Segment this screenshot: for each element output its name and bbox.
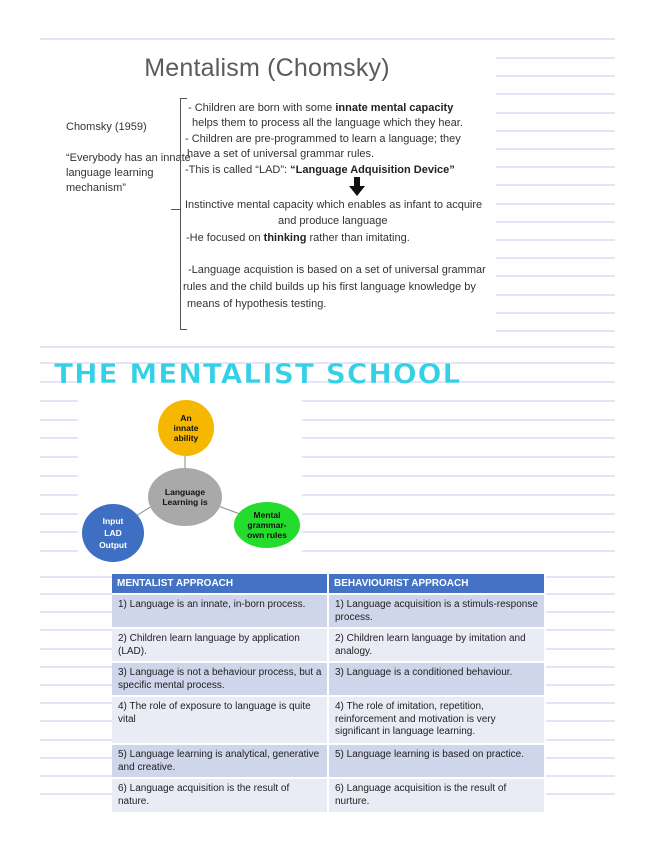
table-row <box>112 594 545 628</box>
point-line: -He focused on thinking rather than imitating. <box>186 232 410 244</box>
table-cell: 6) Language acquisition is the result of nature. <box>112 778 328 812</box>
table-row <box>112 662 545 696</box>
point-line: -Language acquistion is based on a set of universal grammar <box>188 264 486 276</box>
point-line: and produce language <box>278 215 388 227</box>
table-cell: 2) Children learn language by imitation and analogy. <box>328 628 545 662</box>
table-cell: 5) Language learning is analytical, generative and creative. <box>112 744 328 778</box>
table-cell: 1) Language is an innate, in-born process. <box>112 594 328 628</box>
column-header-mentalist: MENTALIST APPROACH <box>112 574 328 594</box>
table-cell: 1) Language acquisition is a stimuls-response process. <box>328 594 545 628</box>
point-line: helps them to process all the language which they hear. <box>192 117 463 129</box>
table-cell: 4) The role of imitation, repetition, reinforcement and motivation is very significant in language learning. <box>328 696 545 744</box>
point-line: Instinctive mental capacity which enables as infant to acquire <box>185 199 483 211</box>
table-header-row <box>112 574 545 594</box>
point-line: means of hypothesis testing. <box>187 298 327 310</box>
innate-ability-node: An innate ability <box>158 400 214 456</box>
down-arrow-icon <box>349 177 365 197</box>
table-row <box>112 628 545 662</box>
table-cell: 3) Language is a conditioned behaviour. <box>328 662 545 696</box>
table-cell: 6) Language acquisition is the result of nurture. <box>328 778 545 812</box>
mental-grammar-node: Mental grammar- own rules <box>234 502 300 548</box>
table-row <box>112 778 545 812</box>
point-line: - Children are born with some innate mental capacity <box>188 102 454 114</box>
concept-diagram <box>78 394 302 566</box>
point-line: -This is called “LAD”: “Language Adquisition Device” <box>185 164 455 176</box>
mentalist-school-heading: THE MENTALIST SCHOOL <box>54 357 462 390</box>
table-cell: 5) Language learning is based on practice. <box>328 744 545 778</box>
point-line: rules and the child builds up his first language knowledge by <box>183 281 476 293</box>
quote-line: language learning <box>66 167 154 179</box>
table-cell: 4) The role of exposure to language is quite vital <box>112 696 328 744</box>
language-learning-node: Language Learning is <box>148 468 222 526</box>
slide-title: Mentalism (Chomsky) <box>144 54 390 82</box>
table-row <box>112 744 545 778</box>
quote-line: mechanism” <box>66 182 126 194</box>
comparison-table <box>112 574 546 812</box>
quote-line: “Everybody has an innate <box>66 152 191 164</box>
point-line: - Children are pre-programmed to learn a language; they <box>185 133 461 145</box>
point-line: have a set of universal grammar rules. <box>187 148 375 160</box>
citation: Chomsky (1959) <box>66 121 147 133</box>
table-cell: 3) Language is not a behaviour process, but a specific mental process. <box>112 662 328 696</box>
table-row <box>112 696 545 744</box>
bracket-tick <box>171 209 181 210</box>
slide-mentalism-chomsky <box>40 40 494 332</box>
input-lad-output-node: Input LAD Output <box>82 504 144 562</box>
comparison-table-slide <box>112 574 545 814</box>
column-header-behaviourist: BEHAVIOURIST APPROACH <box>328 574 545 594</box>
table-cell: 2) Children learn language by application (LAD). <box>112 628 328 662</box>
